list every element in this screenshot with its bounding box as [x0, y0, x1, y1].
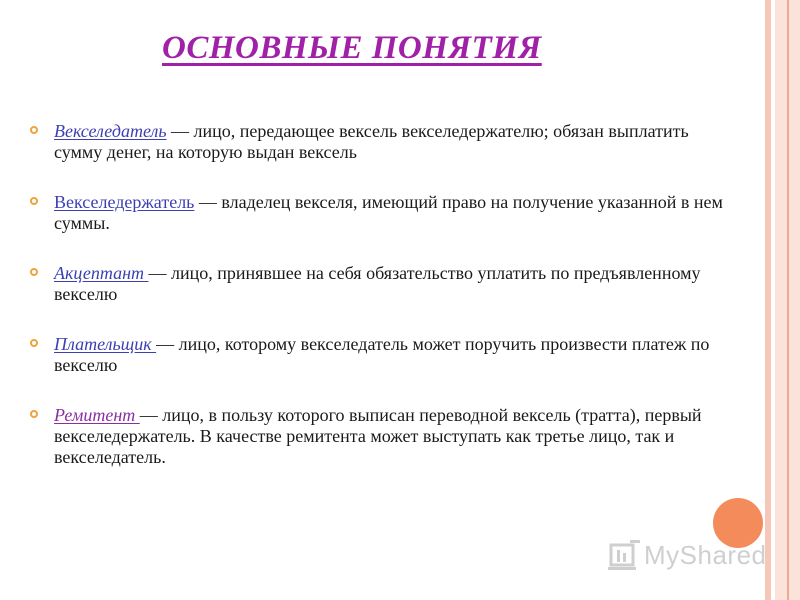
- bullet-ring-icon: [30, 339, 38, 347]
- watermark-text: MyShared: [644, 540, 767, 570]
- list-item-text: [54, 121, 724, 163]
- list-item-text: [54, 192, 724, 234]
- term-definition: — лицо, которому векселедатель может поручить произвести платеж по векселю: [54, 334, 710, 375]
- list-item-text: [54, 263, 724, 305]
- decor-stripe-line: [787, 0, 789, 600]
- term-definition: — лицо, в пользу которого выписан переводной вексель (тратта), первый векселедержатель. В качестве ремитента может выступать как третье лицо, так и векселедатель.: [54, 405, 702, 467]
- term-definition: — лицо, передающее вексель векселедержателю; обязан выплатить сумму денег, на которую выдан вексель: [54, 121, 689, 162]
- watermark: [608, 537, 766, 575]
- term-definition: — владелец векселя, имеющий право на получение указанной в нем суммы.: [54, 192, 723, 233]
- bullet-ring-icon: [30, 410, 38, 418]
- term-link[interactable]: Векселедержатель: [54, 192, 195, 212]
- term-link[interactable]: Акцептант: [54, 263, 149, 283]
- term-link[interactable]: Ремитент: [54, 405, 140, 425]
- bullet-ring-icon: [30, 268, 38, 276]
- list-item-text: [54, 405, 724, 468]
- decor-stripe-left: [765, 0, 771, 600]
- term-link[interactable]: Векселедатель: [54, 121, 167, 141]
- term-link[interactable]: Плательщик: [54, 334, 157, 354]
- bullet-ring-icon: [30, 126, 38, 134]
- bullet-ring-icon: [30, 197, 38, 205]
- myshared-logo-icon: [608, 537, 642, 573]
- term-definition: — лицо, принявшее на себя обязательство уплатить по предъявленному векселю: [54, 263, 701, 304]
- list-item-text: [54, 334, 724, 376]
- slide-title: ОСНОВНЫЕ ПОНЯТИЯ: [162, 30, 542, 66]
